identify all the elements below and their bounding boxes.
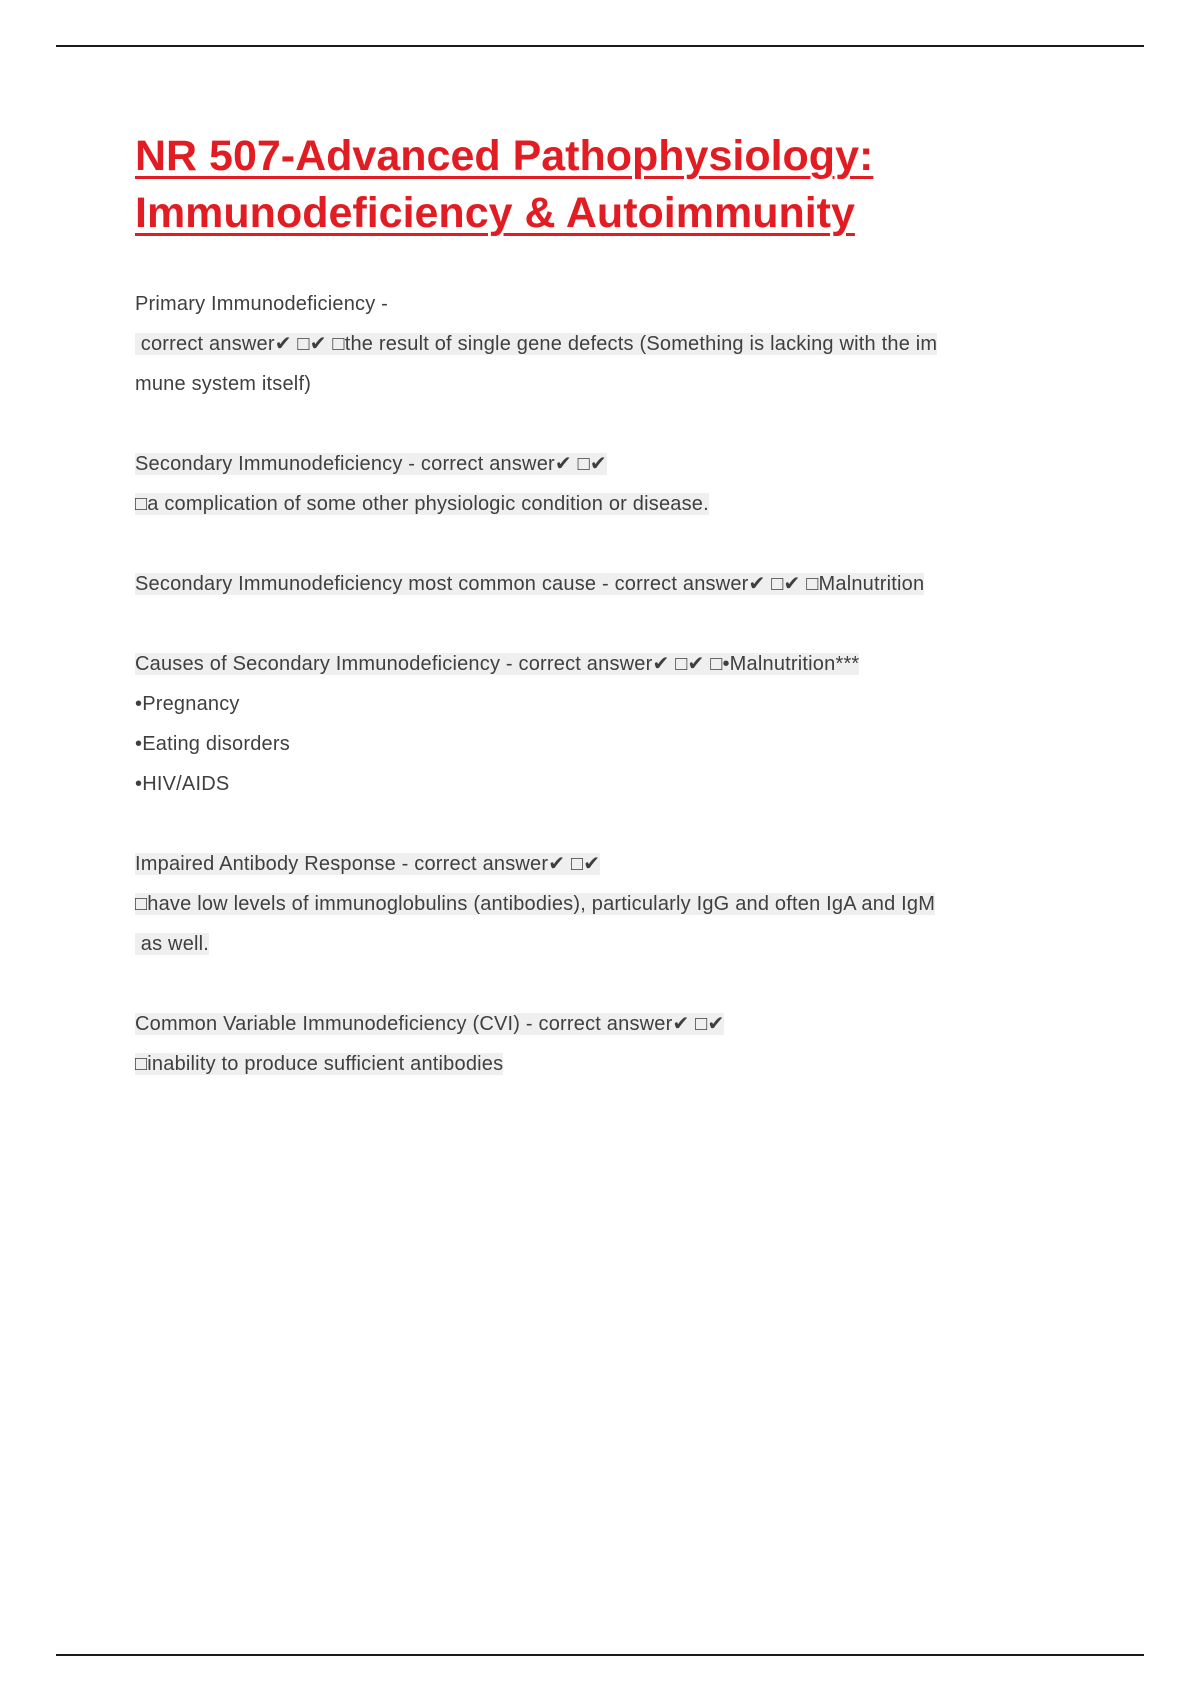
qa-block — [135, 644, 1040, 804]
plain-text: •Eating disorders — [135, 732, 290, 755]
plain-text: •HIV/AIDS — [135, 772, 230, 795]
highlighted-text: correct answer✔ □✔ □the result of single gene defects (Something is lacking with the im — [135, 332, 938, 355]
text-line — [135, 724, 1040, 764]
page-title-line-1: NR 507-Advanced Pathophysiology: — [135, 132, 874, 180]
text-line — [135, 564, 1040, 604]
qa-block — [135, 444, 1040, 524]
highlighted-text: Common Variable Immunodeficiency (CVI) - correct answer✔ □✔ — [135, 1012, 725, 1035]
text-line — [135, 884, 1040, 924]
qa-block — [135, 564, 1040, 604]
text-line — [135, 324, 1040, 364]
text-line — [135, 684, 1040, 724]
text-line — [135, 1004, 1040, 1044]
document-body — [135, 284, 1040, 1084]
text-line — [135, 764, 1040, 804]
text-line — [135, 644, 1040, 684]
qa-block — [135, 284, 1040, 404]
highlighted-text: □a complication of some other physiologic condition or disease. — [135, 492, 709, 515]
highlighted-text: Secondary Immunodeficiency most common cause - correct answer✔ □✔ □Malnutrition — [135, 572, 925, 595]
qa-block — [135, 844, 1040, 964]
document-content — [135, 128, 1040, 1124]
text-line — [135, 1044, 1040, 1084]
page-title — [135, 128, 1040, 242]
highlighted-text: Causes of Secondary Immunodeficiency - correct answer✔ □✔ □•Malnutrition*** — [135, 652, 860, 675]
highlighted-text: Secondary Immunodeficiency - correct answer✔ □✔ — [135, 452, 607, 475]
highlighted-text: □inability to produce sufficient antibodies — [135, 1052, 504, 1075]
highlighted-text: □have low levels of immunoglobulins (antibodies), particularly IgG and often IgA and IgM — [135, 892, 936, 915]
qa-block — [135, 1004, 1040, 1084]
top-rule — [56, 45, 1144, 47]
text-line — [135, 844, 1040, 884]
plain-text: mune system itself) — [135, 372, 312, 395]
text-line — [135, 364, 1040, 404]
page-title-line-2: Immunodeficiency & Autoimmunity — [135, 188, 855, 237]
highlighted-text: as well. — [135, 932, 210, 955]
plain-text: Primary Immunodeficiency - — [135, 292, 389, 315]
bottom-rule — [56, 1654, 1144, 1656]
text-line — [135, 924, 1040, 964]
plain-text: •Pregnancy — [135, 692, 240, 715]
text-line — [135, 444, 1040, 484]
highlighted-text: Impaired Antibody Response - correct answer✔ □✔ — [135, 852, 601, 875]
text-line — [135, 284, 1040, 324]
text-line — [135, 484, 1040, 524]
